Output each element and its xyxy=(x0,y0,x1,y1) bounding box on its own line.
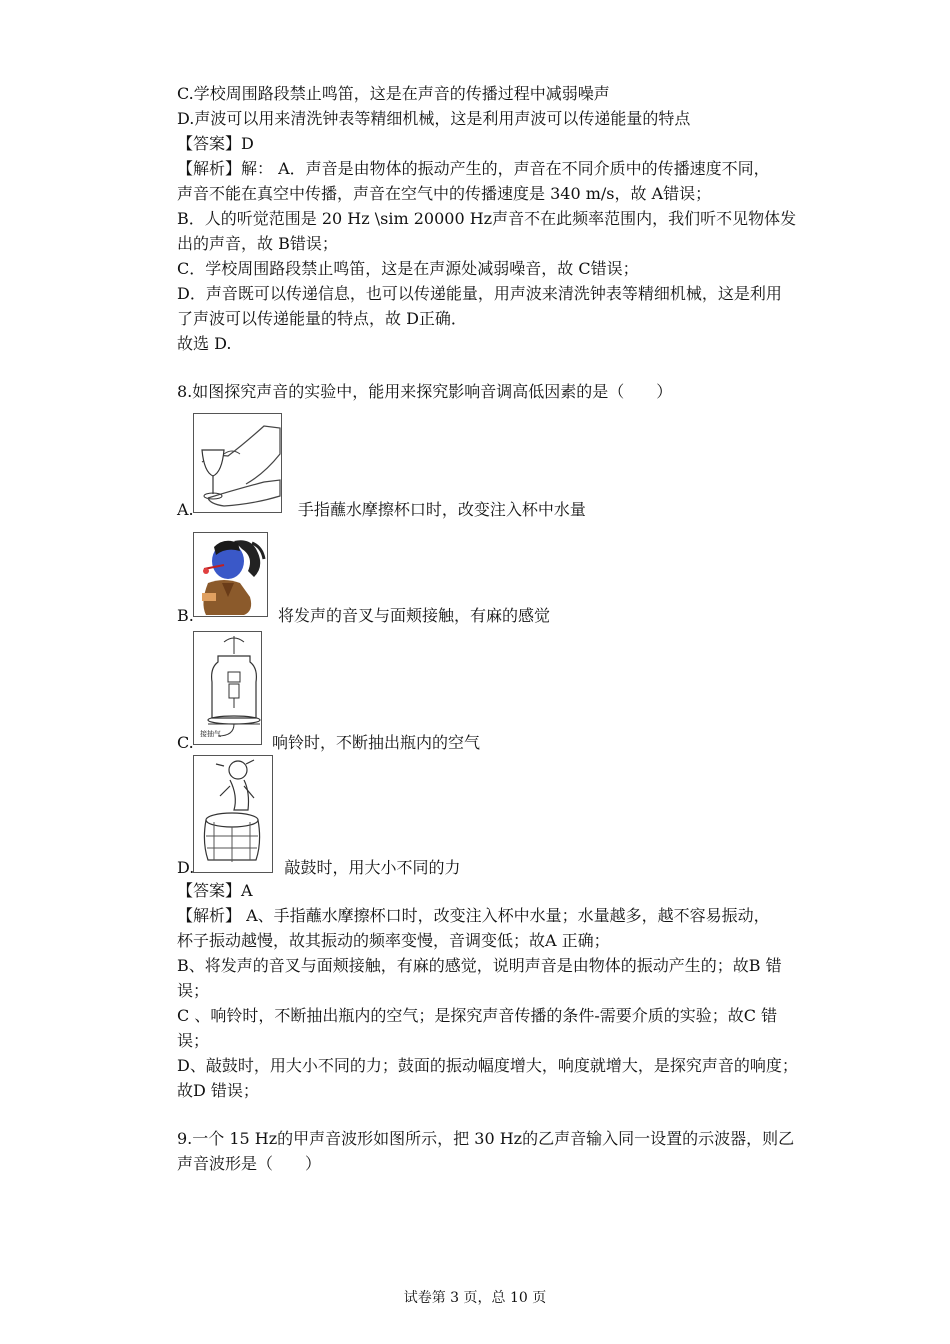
analysis-line: 故D 错误； xyxy=(177,1081,259,1100)
question-8-stem: 8.如图探究声音的实验中，能用来探究影响音调高低因素的是（ ） xyxy=(177,382,673,401)
analysis-line: 【解析】解： A．声音是由物体的振动产生的，声音在不同介质中的传播速度不同， xyxy=(177,159,770,178)
answer-label: 【答案】D xyxy=(177,134,254,153)
analysis-line: 误； xyxy=(177,981,210,1000)
option-c xyxy=(177,730,480,753)
option-letter: A. xyxy=(177,500,194,519)
figure-label: 接抽气 xyxy=(200,730,221,738)
option-text: 将发声的音叉与面颊接触，有麻的感觉 xyxy=(278,606,551,625)
analysis-line: D、敲鼓时，用大小不同的力；鼓面的振动幅度增大，响度就增大，是探究声音的响度； xyxy=(177,1056,798,1075)
conclusion-line: 故选 D. xyxy=(177,334,232,353)
analysis-line: 误； xyxy=(177,1031,210,1050)
question-9-stem: 9.一个 15 Hz的甲声音波形如图所示，把 30 Hz的乙声音输入同一设置的示波器，则乙 xyxy=(177,1129,795,1148)
option-b xyxy=(177,603,550,626)
question-9-stem-cont: 声音波形是（ ） xyxy=(177,1154,322,1173)
bell-jar-icon xyxy=(193,631,262,745)
analysis-line: 【解析】 A、手指蘸水摩擦杯口时，改变注入杯中水量；水量越多，越不容易振动， xyxy=(177,906,770,925)
analysis-line: 出的声音，故 B错误； xyxy=(177,234,338,253)
analysis-line: 声音不能在真空中传播，声音在空气中的传播速度是 340 m/s，故 A错误； xyxy=(177,184,712,203)
analysis-line: 了声波可以传递能量的特点，故 D正确． xyxy=(177,309,467,328)
page-footer: 试卷第 3 页，总 10 页 xyxy=(403,1290,547,1306)
option-text: 手指蘸水摩擦杯口时，改变注入杯中水量 xyxy=(297,500,586,519)
option-a xyxy=(177,497,586,520)
option-text: 敲鼓时，用大小不同的力 xyxy=(284,858,461,877)
analysis-line: B．人的听觉范围是 20 Hz \sim 20000 Hz声音不在此频率范围内，我们听不见物体发 xyxy=(177,209,797,228)
option-c-line: C.学校周围路段禁止鸣笛，这是在声音的传播过程中减弱噪声 xyxy=(177,84,610,103)
analysis-line: B、将发声的音叉与面颊接触，有麻的感觉，说明声音是由物体的振动产生的；故B 错 xyxy=(177,956,782,975)
option-letter: B. xyxy=(177,606,194,625)
option-letter: C. xyxy=(177,733,194,752)
option-d xyxy=(177,855,461,878)
option-text: 响铃时，不断抽出瓶内的空气 xyxy=(271,733,480,752)
analysis-line: D．声音既可以传递信息，也可以传递能量，用声波来清洗钟表等精细机械，这是利用 xyxy=(177,284,782,303)
option-d-line: D.声波可以用来清洗钟表等精细机械，这是利用声波可以传递能量的特点 xyxy=(177,109,691,128)
analysis-line: 杯子振动越慢，故其振动的频率变慢，音调变低；故A 正确； xyxy=(177,931,610,950)
analysis-line: C 、响铃时，不断抽出瓶内的空气；是探究声音传播的条件-需要介质的实验；故C 错 xyxy=(177,1006,778,1025)
analysis-line: C．学校周围路段禁止鸣笛，这是在声源处减弱噪音，故 C错误； xyxy=(177,259,639,278)
option-letter: D. xyxy=(177,858,195,877)
answer-label: 【答案】A xyxy=(177,881,253,900)
